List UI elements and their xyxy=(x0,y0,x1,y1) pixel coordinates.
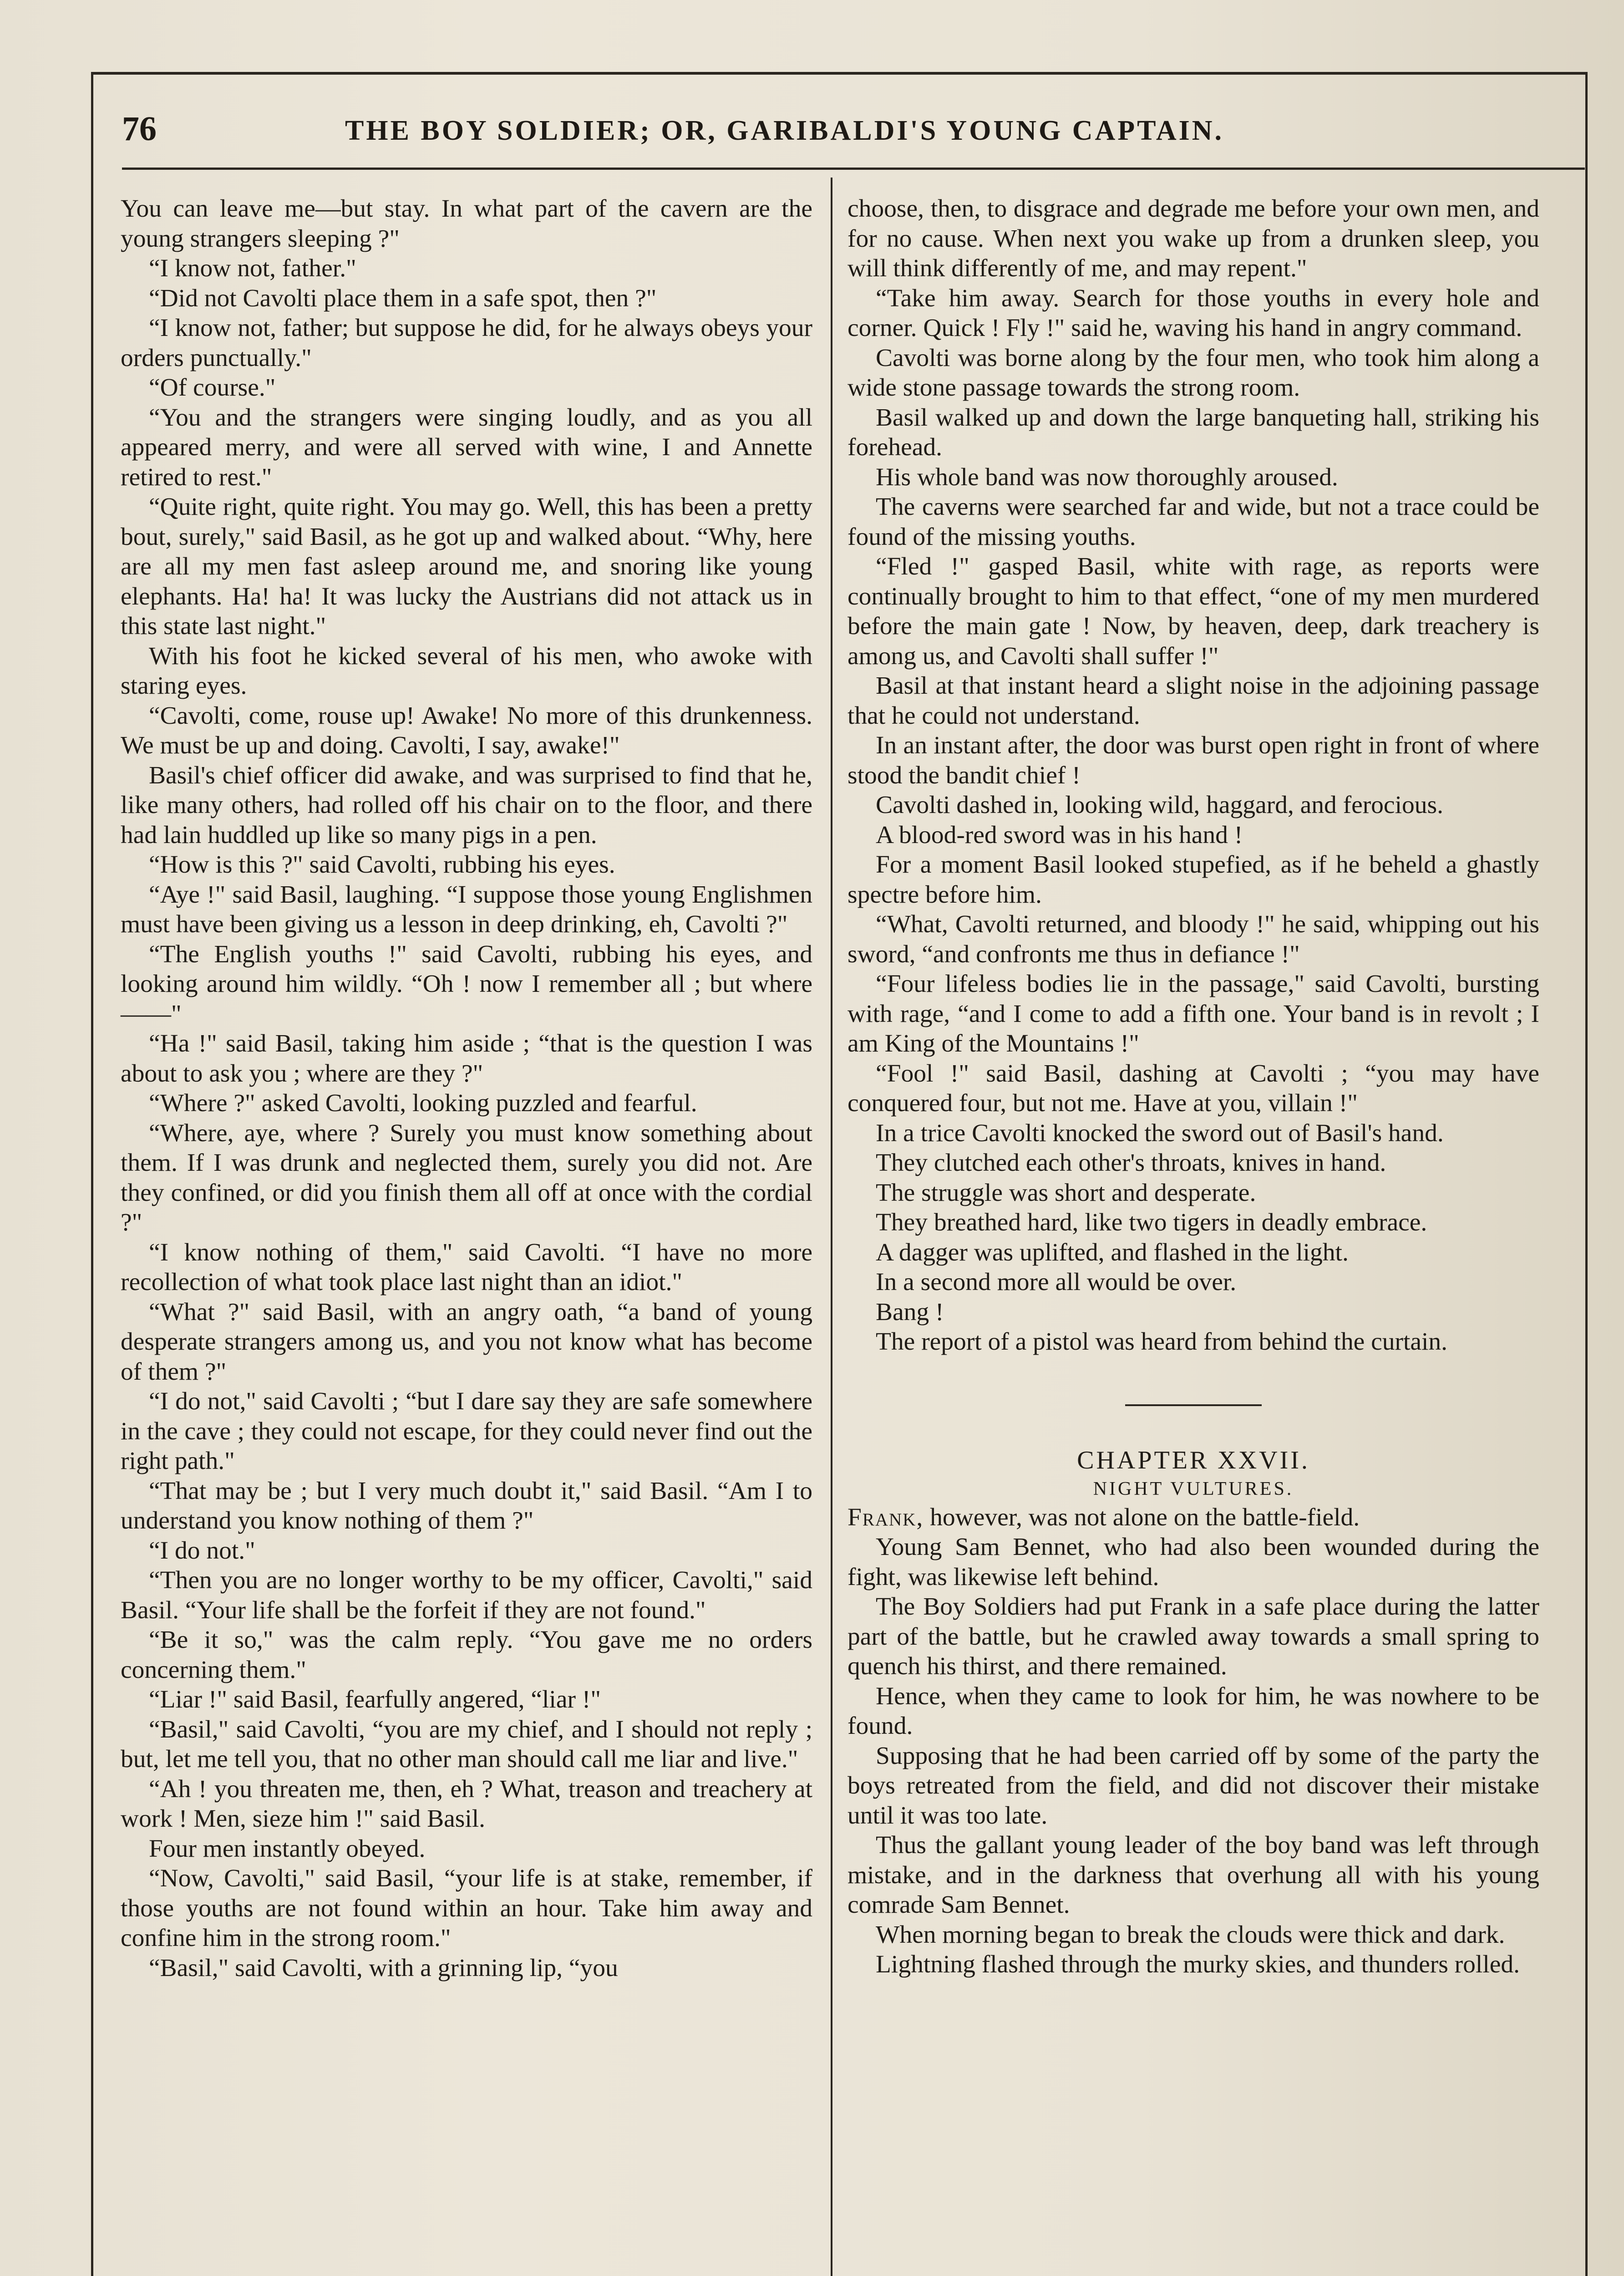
paragraph xyxy=(121,1476,812,1536)
paragraph xyxy=(848,1920,1539,1950)
paragraph-text: “Then you are no longer worthy to be my officer, Cavolti," said Basil. “Your life shall be the forfeit if they are not found." xyxy=(121,1566,812,1624)
paragraph xyxy=(121,254,812,284)
paragraph xyxy=(121,850,812,880)
paragraph-text: “Liar !" said Basil, fearfully angered, “liar !" xyxy=(149,1686,601,1713)
chapter-title: CHAPTER XXVII. xyxy=(1077,1446,1310,1474)
paragraph-text: “I do not," said Cavolti ; “but I dare say they are safe somewhere in the cave ; they could not escape, for they could never find out the right path." xyxy=(121,1387,812,1475)
paragraph xyxy=(121,1953,812,1983)
paragraph-text: Hence, when they came to look for him, he was nowhere to be found. xyxy=(848,1682,1539,1740)
left-column xyxy=(121,194,812,1983)
header-rule xyxy=(122,168,1585,170)
paragraph xyxy=(121,492,812,641)
paragraph-text: For a moment Basil looked stupefied, as if he beheld a ghastly spectre before him. xyxy=(848,851,1539,909)
paragraph xyxy=(121,1536,812,1566)
paragraph xyxy=(121,701,812,761)
paragraph-text: A dagger was uplifted, and flashed in the light. xyxy=(876,1238,1349,1266)
paragraph xyxy=(848,1059,1539,1118)
paragraph-text: Thus the gallant young leader of the boy band was left through mistake, and in the darkness that overhung all with his young comrade Sam Bennet. xyxy=(848,1831,1539,1919)
paragraph-text: “Four lifeless bodies lie in the passage," said Cavolti, bursting with rage, “and I come to add a fifth one. Your band is in revolt ; I am King of the Mountains !" xyxy=(848,970,1539,1057)
paragraph xyxy=(121,1864,812,1953)
paragraph-text: Four men instantly obeyed. xyxy=(149,1834,426,1863)
paragraph xyxy=(121,284,812,314)
chapter-subtitle: NIGHT VULTURES. xyxy=(1093,1478,1294,1499)
page-header xyxy=(122,109,1556,159)
paragraph-text: “Take him away. Search for those youths in every hole and corner. Quick ! Fly !" said he, waving his hand in angry command. xyxy=(848,284,1539,342)
paragraph-text: “I know not, father." xyxy=(149,254,356,282)
paragraph-text: The Boy Soldiers had put Frank in a safe place during the latter part of the battle, but he crawled away towards a small spring to quench his thirst, and there remained. xyxy=(848,1593,1539,1680)
paragraph-text: “Ah ! you threaten me, then, eh ? What, treason and treachery at work ! Men, sieze him !" said Basil. xyxy=(121,1775,812,1833)
paragraph xyxy=(121,940,812,1029)
paragraph-text: Supposing that he had been carried off by some of the party the boys retreated from the field, and did not discover their mistake until it was too late. xyxy=(848,1742,1539,1829)
paragraph xyxy=(848,1741,1539,1831)
paragraph xyxy=(848,284,1539,343)
paragraph xyxy=(121,1625,812,1685)
paragraph xyxy=(848,1178,1539,1208)
paragraph xyxy=(848,1267,1539,1297)
paragraph xyxy=(848,1148,1539,1178)
paragraph xyxy=(848,1592,1539,1682)
paragraph xyxy=(848,1118,1539,1148)
paragraph-text: Young Sam Bennet, who had also been wounded during the fight, was likewise left behind. xyxy=(848,1533,1539,1591)
paragraph xyxy=(121,313,812,373)
paragraph-text: “Quite right, quite right. You may go. Well, this has been a pretty bout, surely," said Basil, as he got up and walked about. “Why, here are all my men fast asleep around me, and snoring like young elephants. Ha! ha! It was lucky the Austrians did not attack us in this state last night." xyxy=(121,493,812,640)
paragraph xyxy=(121,1387,812,1476)
paragraph xyxy=(848,790,1539,820)
paragraph-text: “Where, aye, where ? Surely you must know something about them. If I was drunk and neglected them, surely you did not. Are they confined, or did you finish them all off at once with the cordial ?" xyxy=(121,1119,812,1236)
paragraph xyxy=(848,1830,1539,1920)
paragraph-text: “Basil," said Cavolti, with a grinning lip, “you xyxy=(149,1954,618,1982)
paragraph-text: When morning began to break the clouds were thick and dark. xyxy=(876,1920,1505,1949)
right-column-text xyxy=(848,194,1539,1357)
chapter-text xyxy=(848,1503,1539,1980)
paragraph xyxy=(848,462,1539,493)
paragraph xyxy=(121,1834,812,1864)
paragraph-text: “What ?" said Basil, with an angry oath, “a band of young desperate strangers among us, and you not know what has become of them ?" xyxy=(121,1298,812,1386)
paragraph-text: “Fled !" gasped Basil, white with rage, as reports were continually brought to him to that effect, “one of my men murdered before the main gate ! Now, by heaven, deep, dark treachery is among us, and Cavolti shall suffer !" xyxy=(848,553,1539,670)
paragraph-text: They breathed hard, like two tigers in deadly embrace. xyxy=(876,1209,1427,1236)
paragraph-text: With his foot he kicked several of his men, who awoke with staring eyes. xyxy=(121,642,812,700)
paragraph-text: “You and the strangers were singing loudly, and as you all appeared merry, and were all served with wine, I and Annette retired to rest." xyxy=(121,403,812,491)
paragraph-text: Cavolti was borne along by the four men, who took him along a wide stone passage towards the strong room. xyxy=(848,344,1539,401)
paragraph xyxy=(848,909,1539,969)
paragraph-text: however, was not alone on the battle-field. xyxy=(924,1503,1360,1531)
paragraph xyxy=(121,1297,812,1387)
paragraph-text: Cavolti dashed in, looking wild, haggard, and ferocious. xyxy=(876,791,1443,819)
paragraph xyxy=(121,1029,812,1088)
paragraph xyxy=(848,1950,1539,1980)
running-title: THE BOY SOLDIER; OR, GARIBALDI'S YOUNG CAPTAIN. xyxy=(345,115,1224,146)
page-number: 76 xyxy=(122,110,157,148)
paragraph xyxy=(848,1682,1539,1741)
paragraph xyxy=(848,492,1539,552)
paragraph xyxy=(848,731,1539,790)
paragraph xyxy=(121,1088,812,1118)
paragraph xyxy=(848,969,1539,1059)
paragraph xyxy=(848,194,1539,284)
paragraph-text: “Of course." xyxy=(149,374,276,401)
paragraph-text: “Be it so," was the calm reply. “You gave me no orders concerning them." xyxy=(121,1626,812,1684)
paragraph-text: “Now, Cavolti," said Basil, “your life is at stake, remember, if those youths are not found within an hour. Take him away and confine him in the strong room." xyxy=(121,1864,812,1952)
paragraph-text: Basil's chief officer did awake, and was surprised to find that he, like many others, had rolled off his chair on to the floor, and there had lain huddled up like so many pigs in a pen. xyxy=(121,761,812,849)
paragraph xyxy=(121,1118,812,1238)
paragraph-text: In an instant after, the door was burst open right in front of where stood the bandit chief ! xyxy=(848,732,1539,789)
paragraph-text: choose, then, to disgrace and degrade me before your own men, and for no cause. When next you wake up from a drunken sleep, you will think differently of me, and may repent." xyxy=(848,195,1539,282)
paragraph xyxy=(121,373,812,403)
section-divider xyxy=(1125,1404,1262,1406)
paragraph-text: Lightning flashed through the murky skies, and thunders rolled. xyxy=(876,1951,1520,1978)
paragraph-text: You can leave me—but stay. In what part of the cavern are the young strangers sleeping ?" xyxy=(121,195,812,253)
paragraph-text: A blood-red sword was in his hand ! xyxy=(876,821,1243,849)
paragraph xyxy=(848,1297,1539,1327)
paragraph-text: “Where ?" asked Cavolti, looking puzzled and fearful. xyxy=(149,1089,697,1117)
paragraph xyxy=(121,1715,812,1774)
paragraph xyxy=(848,671,1539,731)
paragraph-text: “Did not Cavolti place them in a safe spot, then ?" xyxy=(149,284,657,312)
right-column xyxy=(848,194,1539,1980)
paragraph xyxy=(121,1685,812,1715)
paragraph xyxy=(848,343,1539,403)
paragraph-text: “I do not." xyxy=(149,1536,255,1565)
paragraph-text: The report of a pistol was heard from behind the curtain. xyxy=(876,1328,1448,1356)
paragraph xyxy=(848,1327,1539,1357)
paragraph-text: “How is this ?" said Cavolti, rubbing his eyes. xyxy=(149,851,615,879)
paragraph xyxy=(848,1238,1539,1268)
paragraph-text: Basil walked up and down the large banqueting hall, striking his forehead. xyxy=(848,403,1539,461)
paragraph xyxy=(121,403,812,493)
paragraph-text: “Aye !" said Basil, laughing. “I suppose those young Englishmen must have been giving us a lesson in deep drinking, eh, Cavolti ?" xyxy=(121,880,812,938)
paragraph-text: They clutched each other's throats, knives in hand. xyxy=(876,1149,1386,1177)
paragraph xyxy=(848,820,1539,850)
paragraph xyxy=(848,552,1539,671)
paragraph xyxy=(121,641,812,701)
paragraph xyxy=(848,403,1539,462)
paragraph-text: “What, Cavolti returned, and bloody !" he said, whipping out his sword, “and confronts me thus in defiance !" xyxy=(848,910,1539,968)
paragraph xyxy=(848,1208,1539,1238)
paragraph xyxy=(121,1774,812,1834)
paragraph xyxy=(121,880,812,940)
paragraph-text: “I know nothing of them," said Cavolti. “I have no more recollection of what took place last night than an idiot." xyxy=(121,1238,812,1296)
paragraph-text: “The English youths !" said Cavolti, rubbing his eyes, and looking around him wildly. “Oh ! now I remember all ; but where——" xyxy=(121,940,812,1028)
paragraph-text: In a trice Cavolti knocked the sword out of Basil's hand. xyxy=(876,1119,1444,1147)
paragraph xyxy=(121,1238,812,1297)
paragraph-text: “That may be ; but I very much doubt it," said Basil. “Am I to understand you know nothing of them ?" xyxy=(121,1477,812,1534)
paragraph-text: “Cavolti, come, rouse up! Awake! No more of this drunkenness. We must be up and doing. Cavolti, I say, awake!" xyxy=(121,701,812,759)
paragraph-text: His whole band was now thoroughly aroused. xyxy=(876,463,1338,491)
paragraph xyxy=(121,1565,812,1625)
paragraph xyxy=(121,761,812,850)
paragraph xyxy=(848,1503,1539,1533)
paragraph-text: “Ha !" said Basil, taking him aside ; “that is the question I was about to ask you ; where are they ?" xyxy=(121,1030,812,1087)
paragraph-text: “Basil," said Cavolti, “you are my chief, and I should not reply ; but, let me tell you, that no other man should call me liar and live." xyxy=(121,1715,812,1773)
paragraph-text: The struggle was short and desperate. xyxy=(876,1179,1256,1207)
column-divider xyxy=(831,178,832,2276)
paragraph-text: The caverns were searched far and wide, but not a trace could be found of the missing youths. xyxy=(848,493,1539,551)
paragraph-text: In a second more all would be over. xyxy=(876,1268,1237,1296)
paragraph-text: “Fool !" said Basil, dashing at Cavolti ; “you may have conquered four, but not me. Have at you, villain !" xyxy=(848,1059,1539,1117)
paragraph-text: Bang ! xyxy=(876,1298,944,1326)
paragraph-text: Basil at that instant heard a slight noise in the adjoining passage that he could not understand. xyxy=(848,672,1539,730)
paragraph xyxy=(848,1532,1539,1592)
lead-word: Frank, xyxy=(848,1503,924,1531)
paragraph-text: “I know not, father; but suppose he did, for he always obeys your orders punctually." xyxy=(121,314,812,372)
paragraph xyxy=(121,194,812,254)
paragraph xyxy=(848,850,1539,909)
